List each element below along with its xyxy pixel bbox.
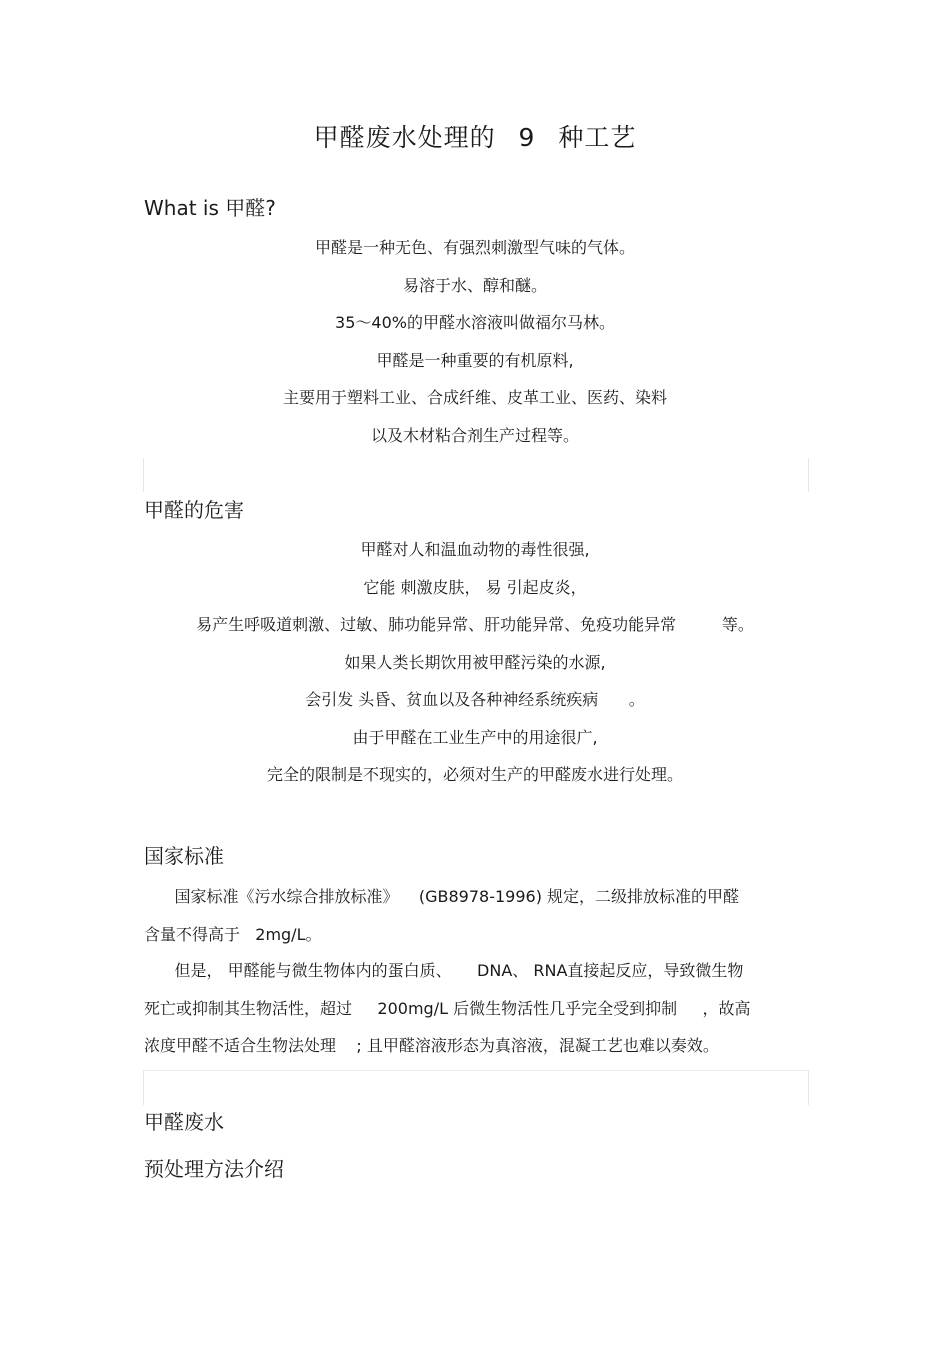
- text-line: 死亡或抑制其生物活性，超过 200mg/L 后微生物活性几乎完全受到抑制 ，故高: [144, 998, 751, 1018]
- section-heading-pretreat-methods: 预处理方法介绍: [144, 1157, 284, 1181]
- section-divider-box: [143, 458, 809, 492]
- section-heading-hazards: 甲醛的危害: [144, 498, 244, 522]
- text-line: 会引发 头昏、贫血以及各种神经系统疾病 。: [305, 690, 645, 709]
- section-heading-what-is: What is 甲醛?: [144, 196, 276, 220]
- text-line: 甲醛是一种重要的有机原料,: [376, 350, 574, 370]
- text-line: 甲醛对人和温血动物的毒性很强,: [360, 540, 590, 559]
- text-line: 完全的限制是不现实的，必须对生产的甲醛废水进行处理。: [266, 765, 683, 784]
- text-line: 35～40%的甲醛水溶液叫做福尔马林。: [335, 313, 615, 332]
- section-divider-box: [143, 1070, 809, 1105]
- text-line: 如果人类长期饮用被甲醛污染的水源,: [344, 652, 606, 672]
- text-line: 易溶于水、醇和醚。: [402, 275, 547, 295]
- text-line: 它能 刺激皮肤， 易 引起皮炎，: [363, 577, 587, 597]
- section-heading-standard: 国家标准: [144, 844, 224, 868]
- text-line: 易产生呼吸道刺激、过敏、肺功能异常、肝功能异常、免疫功能异常 等。: [196, 615, 754, 634]
- text-line: 浓度甲醛不适合生物法处理 ; 且甲醛溶液形态为真溶液，混凝工艺也难以奏效。: [144, 1036, 719, 1055]
- text-line: 含量不得高于 2mg/L。: [144, 924, 322, 944]
- text-line: 由于甲醛在工业生产中的用途很广,: [352, 727, 598, 747]
- text-line: 国家标准《污水综合排放标准》 (GB8978-1996) 规定，二级排放标准的甲醛: [144, 887, 740, 906]
- hazards-body: [0, 531, 950, 794]
- standard-paragraph-2: [144, 952, 796, 1065]
- document-title: 甲醛废水处理的 9 种工艺: [313, 123, 637, 152]
- text-line: 甲醛是一种无色、有强烈刺激型气味的气体。: [314, 238, 635, 257]
- text-line: 主要用于塑料工业、合成纤维、皮革工业、医药、染料: [282, 388, 667, 407]
- text-line: 以及木材粘合剂生产过程等。: [370, 425, 579, 445]
- text-line: 但是， 甲醛能与微生物体内的蛋白质、 DNA、 RNA直接起反应，导致微生物: [144, 961, 744, 980]
- section-heading-pretreat: 甲醛废水: [144, 1110, 224, 1134]
- standard-paragraph-1: [144, 878, 796, 953]
- what-is-body: [0, 229, 950, 454]
